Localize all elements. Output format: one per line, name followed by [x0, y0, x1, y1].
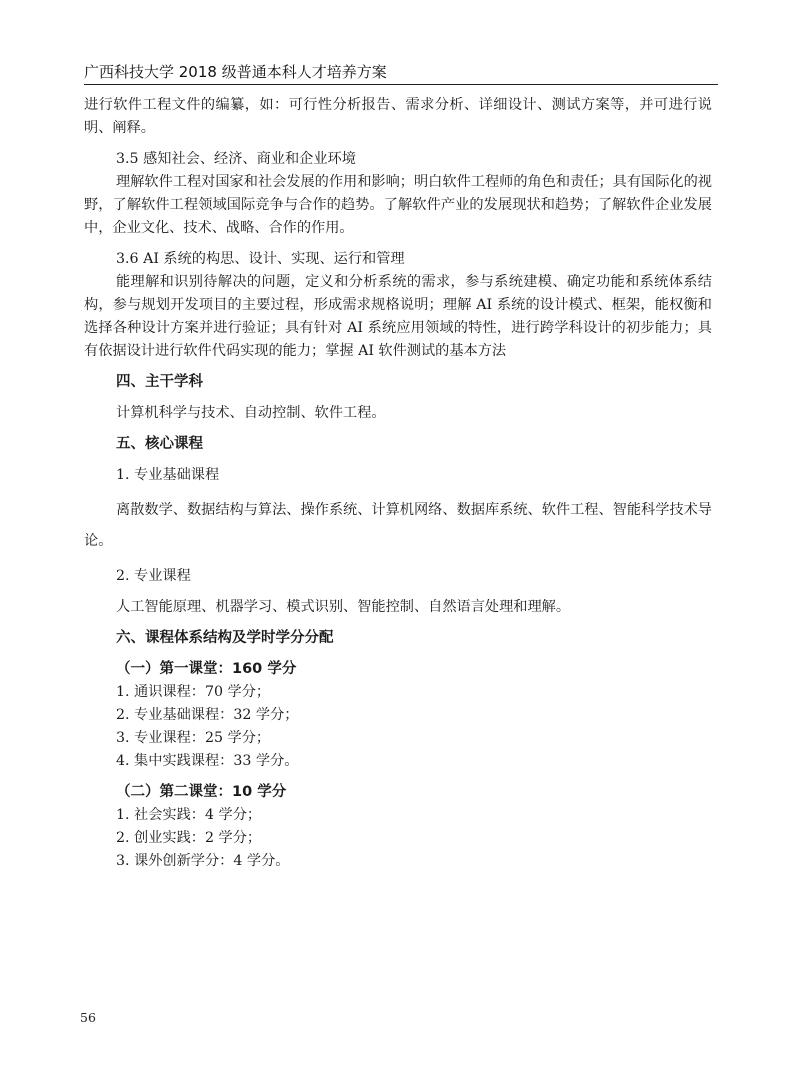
part-1-heading: （一）第一课堂：160 学分 — [116, 661, 297, 677]
section-5-text-2: 人工智能原理、机器学习、模式识别、智能控制、自然语言处理和理解。 — [116, 599, 571, 615]
list-item: 2. 专业基础课程：32 学分； — [116, 707, 299, 723]
subsection-heading-3-5: 3.5 感知社会、经济、商业和企业环境 — [116, 151, 356, 167]
part-2-heading: （二）第二课堂：10 学分 — [116, 784, 287, 800]
paragraph-continuation: 进行软件工程文件的编纂，如：可行性分析报告、需求分析、详细设计、测试方案等，并可进行说明、阐释。 — [84, 97, 712, 136]
subsection-heading-3-6: 3.6 AI 系统的构思、设计、实现、运行和管理 — [116, 251, 405, 267]
header-rule — [84, 84, 718, 85]
section-5-sub-1: 1. 专业基础课程 — [116, 467, 220, 483]
running-header: 广西科技大学 2018 级普通本科人才培养方案 — [84, 63, 387, 81]
page-number: 56 — [80, 1010, 96, 1025]
section-heading-6: 六、课程体系结构及学时学分分配 — [116, 630, 334, 646]
list-item: 1. 社会实践：4 学分； — [116, 807, 262, 823]
section-heading-4: 四、主干学科 — [116, 374, 203, 390]
paragraph-3-6: 能理解和识别待解决的问题，定义和分析系统的需求，参与系统建模、确定功能和系统体系结构，参与规划开发项目的主要过程，形成需求规格说明；理解 AI 系统的设计模式、框架，能权衡和选择各种设计方案并进行验证；具有针对 AI 系统应用领域的特性，进行跨学科设计的初步能力；具有依据设计进行软件代码实现的能力；掌握 AI 软件测试的基本方法 — [84, 274, 712, 359]
list-item: 1. 通识课程：70 学分； — [116, 684, 271, 700]
paragraph-3-5: 理解软件工程对国家和社会发展的作用和影响；明白软件工程师的角色和责任；具有国际化的视野，了解软件工程领域国际竞争与合作的趋势。了解软件产业的发展现状和趋势；了解软件企业发展中，企业文化、技术、战略、合作的作用。 — [84, 174, 712, 236]
list-item: 3. 课外创新学分：4 学分。 — [116, 853, 290, 869]
list-item: 4. 集中实践课程：33 学分。 — [116, 753, 299, 769]
list-item: 3. 专业课程：25 学分； — [116, 730, 271, 746]
page-body — [84, 94, 712, 873]
section-5-sub-2: 2. 专业课程 — [116, 568, 191, 584]
section-5-text-1: 离散数学、数据结构与算法、操作系统、计算机网络、数据库系统、软件工程、智能科学技术导论。 — [84, 502, 712, 549]
list-item: 2. 创业实践：2 学分； — [116, 830, 262, 846]
section-4-text: 计算机科学与技术、自动控制、软件工程。 — [116, 405, 386, 421]
section-heading-5: 五、核心课程 — [116, 436, 203, 452]
